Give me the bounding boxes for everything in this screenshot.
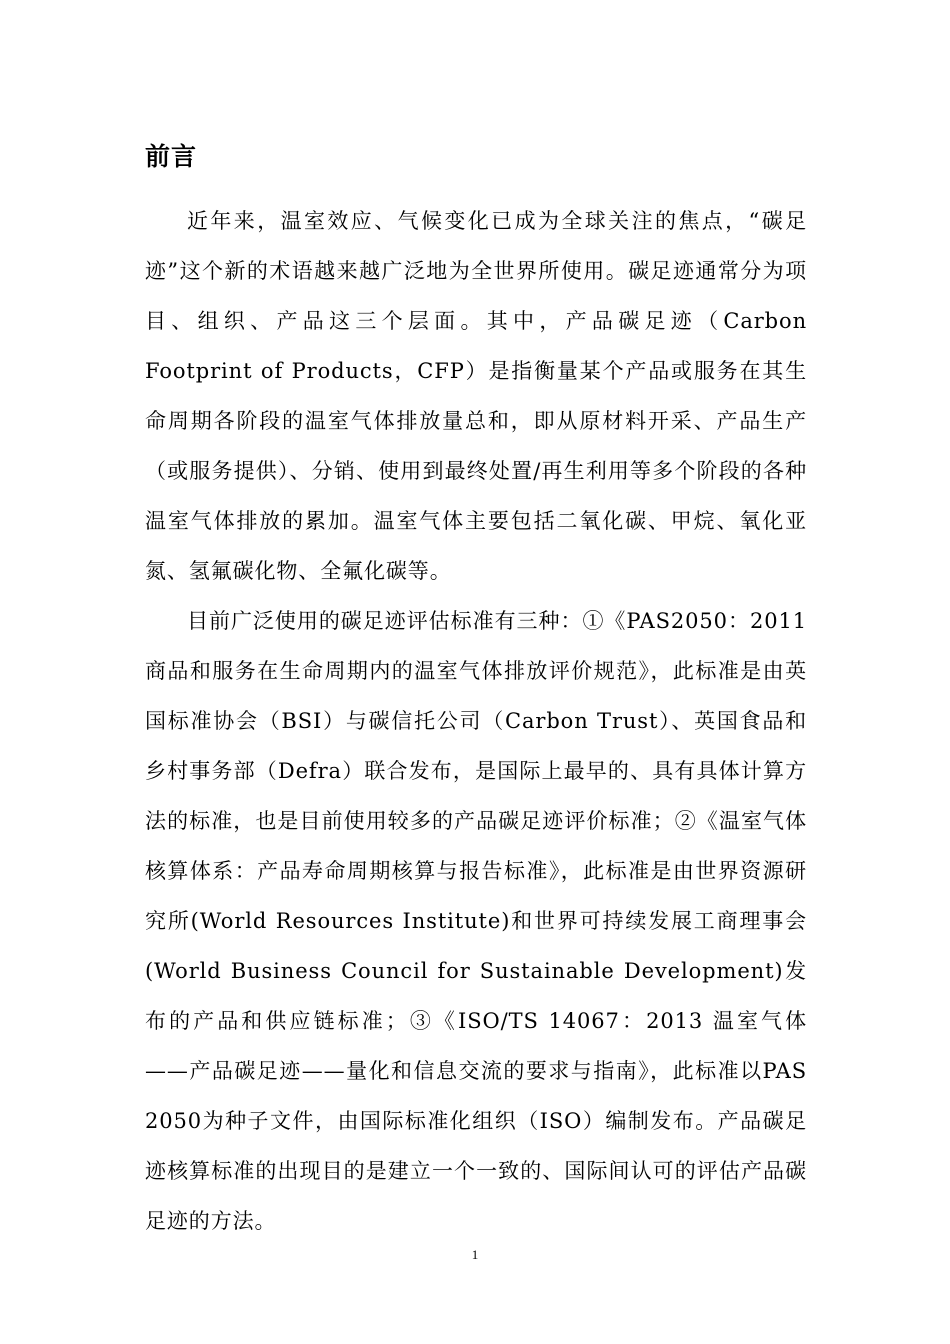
paragraph-standards: 目前广泛使用的碳足迹评估标准有三种：①《PAS2050：2011商品和服务在生命周期内的温室气体排放评价规范》，此标准是由英国标准协会（BSI）与碳信托公司（Carbon Trust）、英国食品和乡村事务部（Defra）联合发布，是国际上最早的、具有具体计算方法的标准，也是目前使用较多的产品碳足迹评价标准；②《温室气体核算体系：产品寿命周期核算与报告标准》，此标准是由世界资源研究所(World Resources Institute)和世界可持续发展工商理事会(World Business Council for Sustainable Development)发布的产品和供应链标准；③《ISO/TS 14067：2013 温室气体——产品碳足迹——量化和信息交流的要求与指南》，此标准以PAS 2050为种子文件，由国际标准化组织（ISO）编制发布。产品碳足迹核算标准的出现目的是建立一个一致的、国际间认可的评估产品碳足迹的方法。 [145, 609, 807, 1233]
body-text [145, 196, 807, 1246]
page-number: 1 [471, 1247, 479, 1262]
paragraph-intro: 近年来，温室效应、气候变化已成为全球关注的焦点，“碳足迹”这个新的术语越来越广泛地为全世界所使用。碳足迹通常分为项目、组织、产品这三个层面。其中，产品碳足迹（Carbon Footprint of Products，CFP）是指衡量某个产品或服务在其生命周期各阶段的温室气体排放量总和，即从原材料开采、产品生产（或服务提供）、分销、使用到最终处置/再生利用等多个阶段的各种温室气体排放的累加。温室气体主要包括二氧化碳、甲烷、氧化亚氮、氢氟碳化物、全氟化碳等。 [145, 209, 807, 583]
section-heading: 前言 [145, 142, 198, 171]
